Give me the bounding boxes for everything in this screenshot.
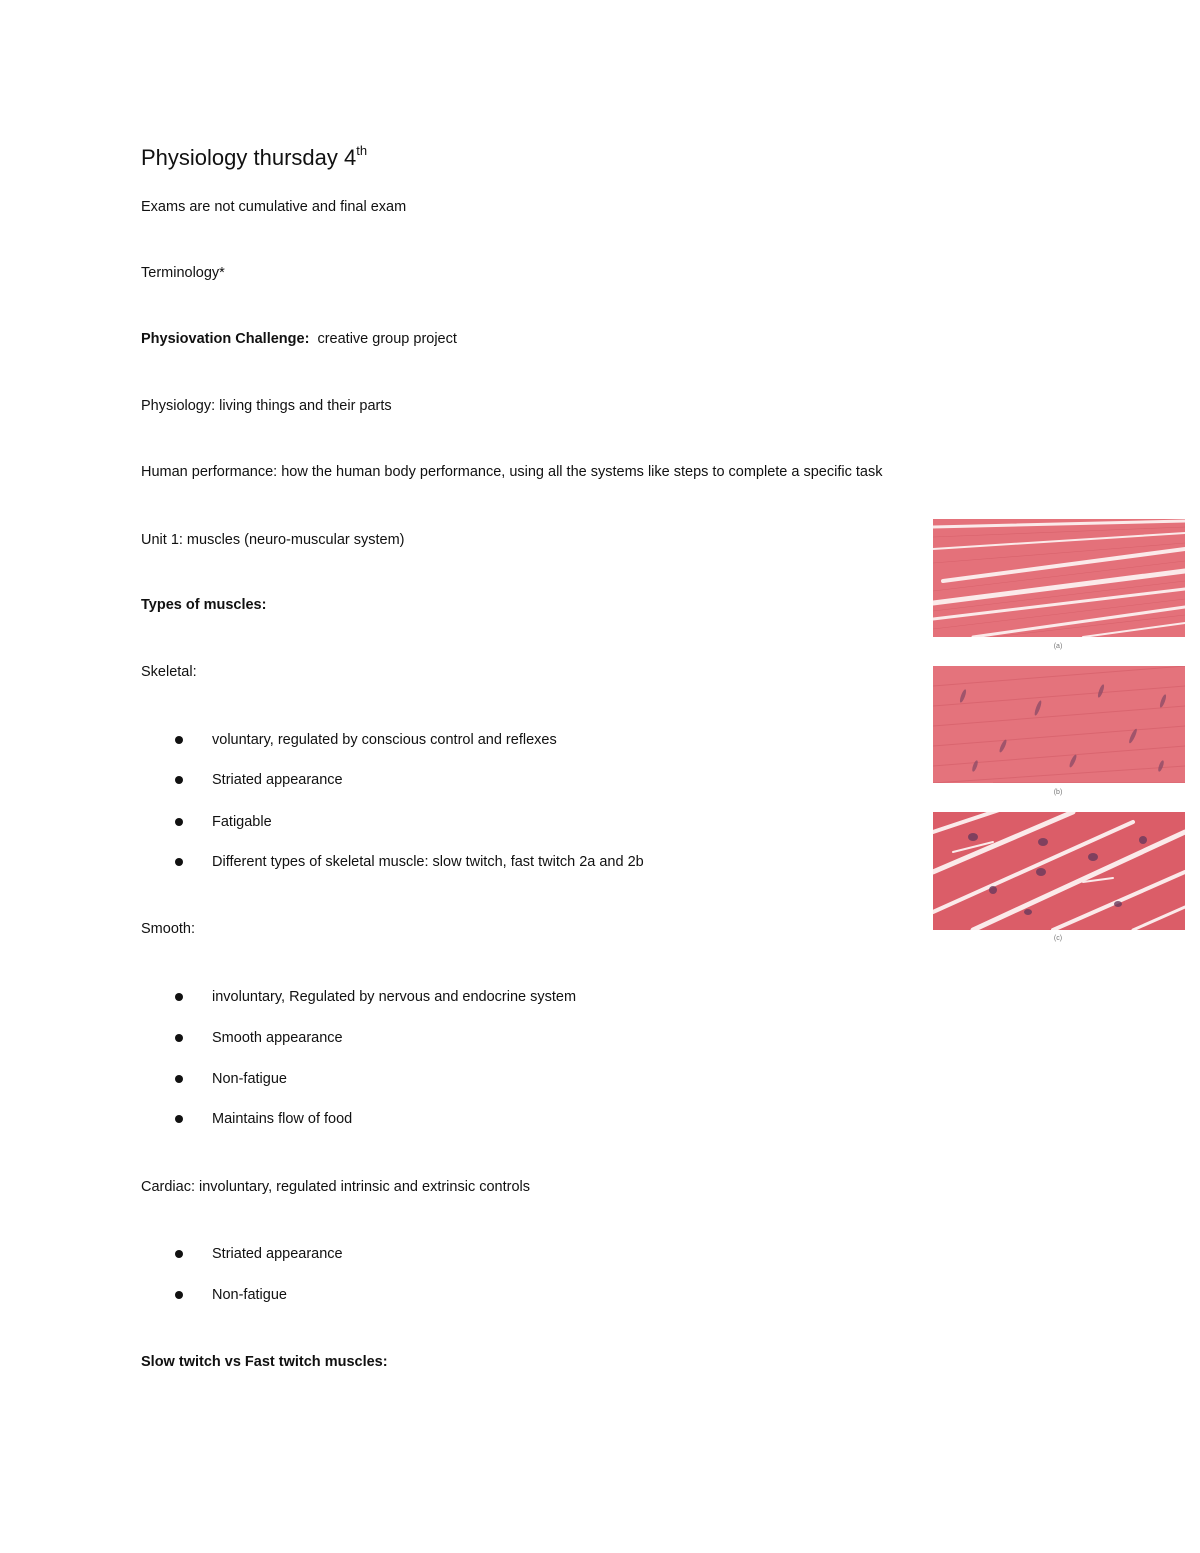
cardiac-tissue-illustration [933, 812, 1185, 930]
smooth-tissue-illustration [933, 666, 1185, 783]
unit-heading: Unit 1: muscles (neuro-muscular system) [141, 532, 405, 548]
bullet-icon [175, 1291, 183, 1299]
cardiac-muscle-micrograph [933, 812, 1185, 930]
bullet-icon [175, 858, 183, 866]
bullet-icon [175, 1115, 183, 1123]
bullet-icon [175, 1034, 183, 1042]
challenge-line [141, 330, 457, 348]
bullet-icon [175, 776, 183, 784]
physiology-definition: Physiology: living things and their parts [141, 398, 392, 414]
list-item: voluntary, regulated by conscious control and reflexes [0, 731, 900, 751]
list-item: Different types of skeletal muscle: slow twitch, fast twitch 2a and 2b [0, 853, 900, 873]
skeletal-muscle-micrograph [933, 519, 1185, 637]
image-caption: (b) [1053, 789, 1063, 796]
list-item: Fatigable [0, 813, 900, 833]
bullet-icon [175, 1075, 183, 1083]
smooth-muscle-micrograph [933, 666, 1185, 783]
list-item: Smooth appearance [0, 1029, 900, 1049]
list-item: Maintains flow of food [0, 1110, 900, 1130]
slow-vs-fast-heading: Slow twitch vs Fast twitch muscles: [141, 1354, 388, 1370]
bullet-icon [175, 736, 183, 744]
smooth-heading: Smooth: [141, 921, 195, 937]
list-item: Non-fatigue [0, 1070, 900, 1090]
human-performance-definition: Human performance: how the human body performance, using all the systems like steps to complete a specific task [141, 464, 883, 480]
bullet-icon [175, 993, 183, 1001]
skeletal-heading: Skeletal: [141, 664, 197, 680]
exams-note: Exams are not cumulative and final exam [141, 199, 407, 215]
cardiac-heading: Cardiac: involuntary, regulated intrinsic and extrinsic controls [141, 1179, 530, 1195]
image-caption: (a) [1053, 643, 1063, 650]
list-item: Striated appearance [0, 771, 900, 791]
types-heading: Types of muscles: [141, 597, 267, 613]
bullet-icon [175, 818, 183, 826]
bullet-icon [175, 1250, 183, 1258]
challenge-text: creative group project [317, 331, 457, 347]
list-item: Non-fatigue [0, 1286, 900, 1306]
challenge-label: Physiovation Challenge: [141, 331, 310, 347]
terminology-note: Terminology* [141, 265, 225, 281]
list-item: involuntary, Regulated by nervous and endocrine system [0, 988, 900, 1008]
list-item: Striated appearance [0, 1245, 900, 1265]
image-caption: (c) [1053, 935, 1063, 942]
page-title: Physiology thursday 4th [141, 143, 368, 170]
skeletal-tissue-illustration [933, 519, 1185, 637]
